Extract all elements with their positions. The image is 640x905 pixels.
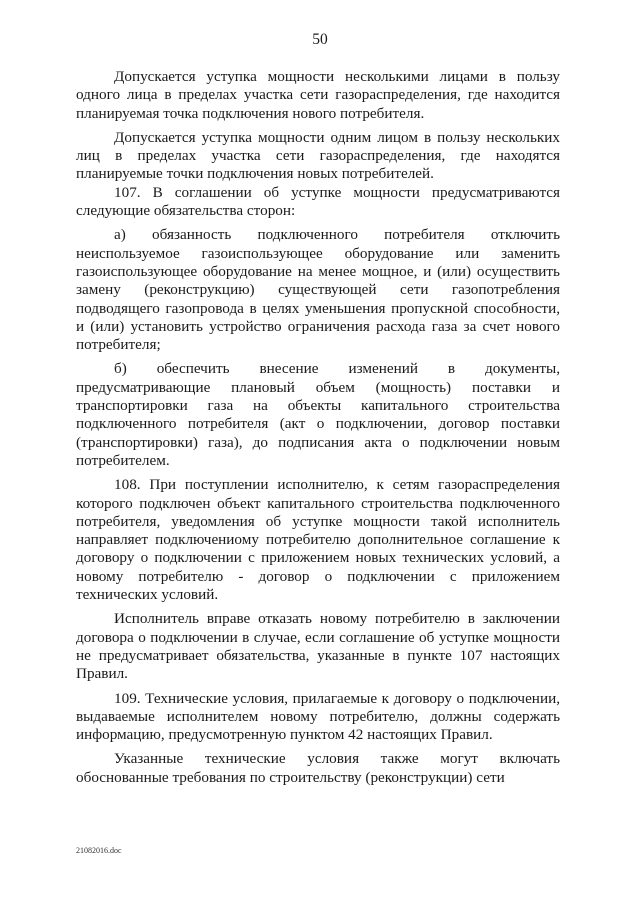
paragraph-108: 108. При поступлении исполнителю, к сетям газораспределения которого подключен объект капитального строительства подключенного потребителя, уведомления об уступке мощности такой исполнитель направляет подключениому потребителю дополнительное соглашение к договору о подключении с приложением новых технических условий, а новому потребителю - договор о подключении с приложением технических условий. bbox=[76, 476, 560, 604]
page-number: 50 bbox=[312, 31, 328, 48]
paragraph-capacity-transfer-many-to-one: Допускается уступка мощности несколькими лицами в пользу одного лица в пределах участка сети газораспределения, где находится планируемая точка подключения нового потребителя. bbox=[76, 68, 560, 122]
paragraph-107-b: б) обеспечить внесение изменений в документы, предусматривающие плановый объем (мощность) поставки и транспортировки газа на объекты капитального строительства подключенного потребителя (акт о подключении, договор поставки (транспортировки) газа), до подписания акта о подключении новым потребителем. bbox=[76, 360, 560, 469]
paragraph-107: 107. В соглашении об уступке мощности предусматриваются следующие обязательства сторон: bbox=[76, 183, 560, 220]
paragraph-109-requirements: Указанные технические условия также могут включать обоснованные требования по строительству (реконструкции) сети bbox=[76, 750, 560, 786]
footer-filename: 21082016.doc bbox=[76, 846, 122, 855]
paragraph-107-a: а) обязанность подключенного потребителя отключить неиспользуемое газоиспользующее оборудование или заменить газоиспользующее оборудование на менее мощное, и (или) осуществить замену (реконструкцию) существующей сети газопотребления подводящего газопровода в целях уменьшения пропускной способности, и (или) установить устройство ограничения расхода газа за счет нового потребителя; bbox=[76, 226, 560, 354]
paragraph-109: 109. Технические условия, прилагаемые к договору о подключении, выдаваемые исполнителем новому потребителю, должны содержать информацию, предусмотренную пунктом 42 настоящих Правил. bbox=[76, 689, 560, 744]
paragraph-108-refusal: Исполнитель вправе отказать новому потребителю в заключении договора о подключении в случае, если соглашение об уступке мощности не предусматривает обязательства, указанные в пункте 107 настоящих Правил. bbox=[76, 610, 560, 683]
paragraph-capacity-transfer-one-to-many: Допускается уступка мощности одним лицом в пользу нескольких лиц в пределах участка сети газораспределения, где находятся планируемые точки подключения новых потребителей. bbox=[76, 128, 560, 183]
document-body bbox=[76, 68, 560, 787]
